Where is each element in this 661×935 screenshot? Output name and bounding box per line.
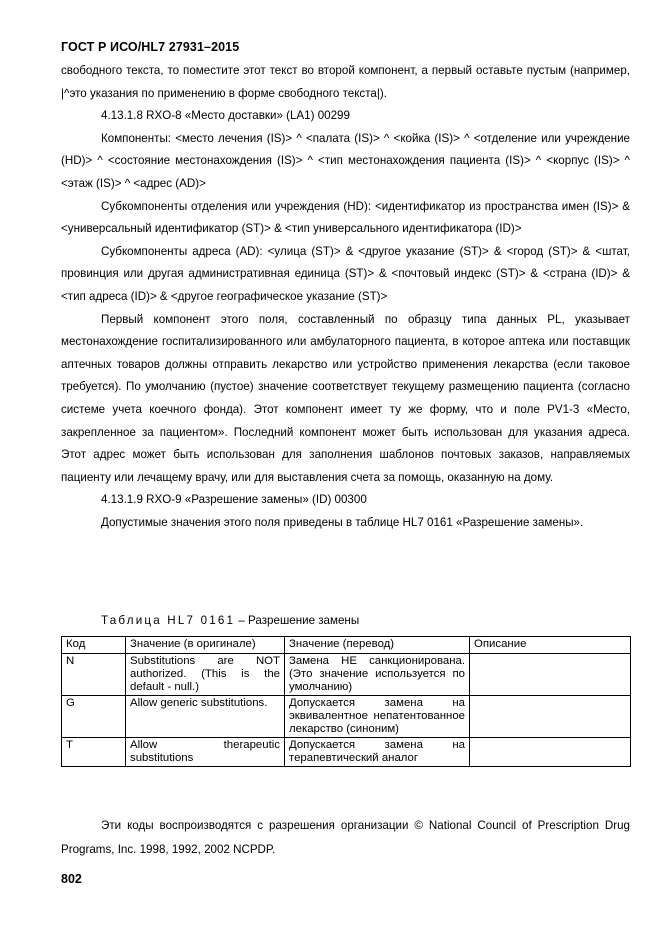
- cell-description: [470, 696, 631, 738]
- substitution-table: [61, 636, 631, 767]
- paragraph-components: Компоненты: <место лечения (IS)> ^ <палата (IS)> ^ <койка (IS)> ^ <отделение или учреждение (HD)> ^ <состояние местонахождения (IS)> ^ <тип местонахождения пациента (IS)> ^ <корпус (IS)> ^ <этаж (IS)> ^ <адрес (AD)>: [61, 131, 630, 190]
- page-number: 802: [61, 872, 82, 886]
- column-header-code: Код: [62, 637, 126, 654]
- cell-code: N: [62, 654, 126, 696]
- table-row: [62, 654, 631, 696]
- table-row: [62, 696, 631, 738]
- cell-original: Allow therapeutic substitutions: [126, 738, 285, 767]
- table-row: [62, 738, 631, 767]
- cell-description: [470, 738, 631, 767]
- paragraph-hd-subcomponents: Субкомпоненты отделения или учреждения (HD): <идентификатор из пространства имен (IS)> & <универсальный идентификатор (ST)> & <тип универсального идентификатора (ID)>: [61, 199, 630, 236]
- cell-original: Substitutions are NOT authorized. (This is the default - null.): [126, 654, 285, 696]
- table-caption-number: Таблица HL7 0161: [101, 614, 236, 627]
- cell-description: [470, 654, 631, 696]
- cell-original: Allow generic substitutions.: [126, 696, 285, 738]
- cell-translation: Замена НЕ санкционирована. (Это значение используется по умолчанию): [285, 654, 470, 696]
- column-header-translation: Значение (перевод): [285, 637, 470, 654]
- cell-code: T: [62, 738, 126, 767]
- table-header-row: [62, 637, 631, 654]
- cell-code: G: [62, 696, 126, 738]
- column-header-original: Значение (в оригинале): [126, 637, 285, 654]
- section-heading-rxo-9: 4.13.1.9 RXO-9 «Разрешение замены» (ID) 00300: [101, 493, 367, 507]
- paragraph-allowed-values: Допустимые значения этого поля приведены в таблице HL7 0161 «Разрешение замены».: [101, 515, 584, 529]
- page-header-title: ГОСТ Р ИСО/HL7 27931–2015: [61, 40, 240, 54]
- body-text: [61, 60, 630, 534]
- paragraph-ad-subcomponents: Субкомпоненты адреса (AD): <улица (ST)> & <другое указание (ST)> & <город (ST)> & <штат, провинция или другая административная единица (ST)> & <почтовый индекс (ST)> & <страна (ID)> & <тип адреса (ID)> & <другое географическое указание (ST)>: [61, 244, 630, 303]
- paragraph-continuation: свободного текста, то поместите этот текст во второй компонент, а первый оставьте пустым (например, |^это указания по применению в форме свободного текста|).: [61, 64, 630, 100]
- cell-translation: Допускается замена на терапевтический аналог: [285, 738, 470, 767]
- table-caption: [101, 613, 359, 629]
- column-header-description: Описание: [470, 637, 631, 654]
- section-heading-rxo-8: 4.13.1.8 RXO-8 «Место доставки» (LA1) 00299: [101, 109, 350, 123]
- table-caption-title: – Разрешение замены: [235, 614, 360, 627]
- paragraph-first-component: Первый компонент этого поля, составленный по образцу типа данных PL, указывает местонахождение госпитализированного или амбулаторного пациента, в которое аптека или поставщик аптечных товаров должны отправить лекарство или устройство применения лекарства (если таковое требуется). По умолчанию (пустое) значение соответствует текущему размещению пациента (согласно системе учета коечного фонда). Этот компонент имеет ту же форму, что и поле PV1-3 «Место, закрепленное за пациентом». Последний компонент может быть использован для указания адреса. Этот адрес может быть использован для заполнения шаблонов почтовых заказов, направляемых пациенту или лечащему врачу, или для выставления счета за помощь, оказанную на дому.: [61, 312, 630, 484]
- copyright-note: [61, 814, 630, 862]
- copyright-text: Эти коды воспроизводятся с разрешения организации © National Council of Prescription Drug Programs, Inc. 1998, 1992, 2002 NCPDP.: [61, 819, 630, 856]
- cell-translation: Допускается замена на эквивалентное непатентованное лекарство (синоним): [285, 696, 470, 738]
